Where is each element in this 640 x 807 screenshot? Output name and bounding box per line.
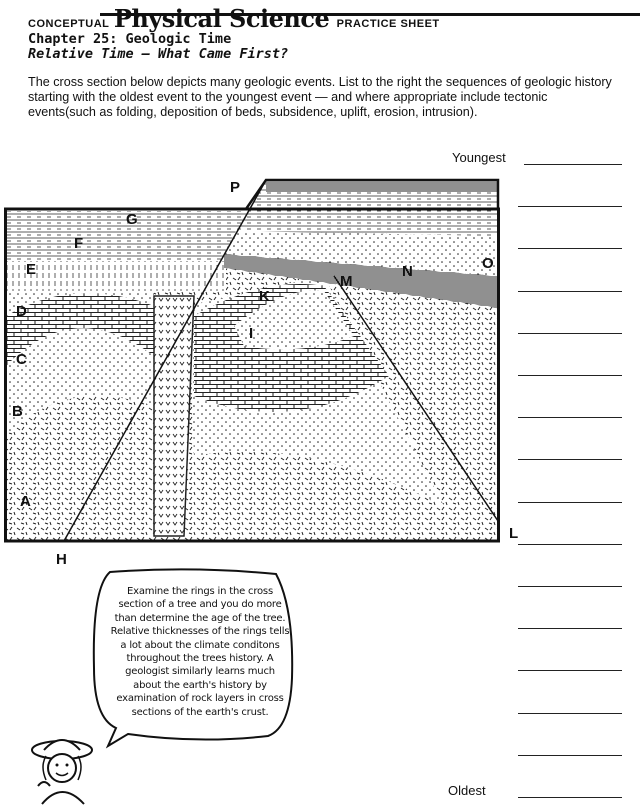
answer-line[interactable] — [518, 797, 622, 798]
worksheet-header — [28, 4, 443, 33]
answer-line[interactable] — [518, 375, 622, 376]
answer-line[interactable] — [518, 248, 622, 249]
label-o: O — [482, 255, 494, 272]
geologist-cartoon-icon — [28, 736, 98, 806]
label-p: P — [230, 179, 241, 196]
layer-p — [266, 180, 498, 192]
label-h: H — [56, 551, 67, 568]
label-g: G — [126, 211, 138, 228]
answer-line[interactable] — [518, 502, 622, 503]
label-e: E — [26, 261, 37, 278]
intro-text: The cross section below depicts many geologic events. List to the right the sequences of geologic history starting with the oldest event to the youngest event — and where appropriate include tectonic events(such as folding, deposition of beds, subsidence, uplift, erosion, intrusion). — [28, 75, 612, 119]
bubble-text: Examine the rings in the cross section of a tree and you do more than determine the age of the tree. Relative thicknesses of the rings tells a lot about the climate conditons throughout the trees history. A geologist similarly learns much about the earth's history by examination of rock layers in cross sections of the earth's crust. — [110, 586, 290, 718]
answer-line[interactable] — [518, 670, 622, 671]
answer-line[interactable] — [518, 544, 622, 545]
label-i: I — [249, 325, 254, 342]
answer-line[interactable] — [518, 333, 622, 334]
label-l: L — [509, 525, 519, 542]
header-conceptual: CONCEPTUAL — [28, 18, 110, 30]
answer-line[interactable] — [518, 755, 622, 756]
youngest-label: Youngest — [452, 150, 506, 165]
answer-line[interactable] — [518, 713, 622, 714]
oldest-label: Oldest — [448, 783, 486, 798]
header-practice: PRACTICE SHEET — [334, 18, 443, 30]
label-a: A — [20, 493, 31, 510]
answer-line[interactable] — [524, 164, 622, 165]
label-k: K — [259, 288, 270, 305]
answer-line[interactable] — [518, 417, 622, 418]
label-b: B — [12, 403, 23, 420]
geologic-cross-section — [4, 176, 519, 568]
answer-line[interactable] — [518, 291, 622, 292]
label-n: N — [402, 263, 413, 280]
answer-line[interactable] — [518, 206, 622, 207]
label-f: F — [74, 235, 84, 252]
layer-e — [6, 261, 226, 291]
chapter-title: Chapter 25: Geologic Time — [28, 31, 232, 47]
label-d: D — [16, 303, 27, 320]
answer-line[interactable] — [518, 586, 622, 587]
answer-line[interactable] — [518, 628, 622, 629]
chapter-subtitle: Relative Time — What Came First? — [28, 46, 289, 62]
header-title: Physical Science — [113, 4, 330, 33]
answer-line[interactable] — [518, 459, 622, 460]
layer-f — [6, 231, 236, 261]
label-m: M — [340, 273, 353, 290]
label-c: C — [16, 351, 27, 368]
